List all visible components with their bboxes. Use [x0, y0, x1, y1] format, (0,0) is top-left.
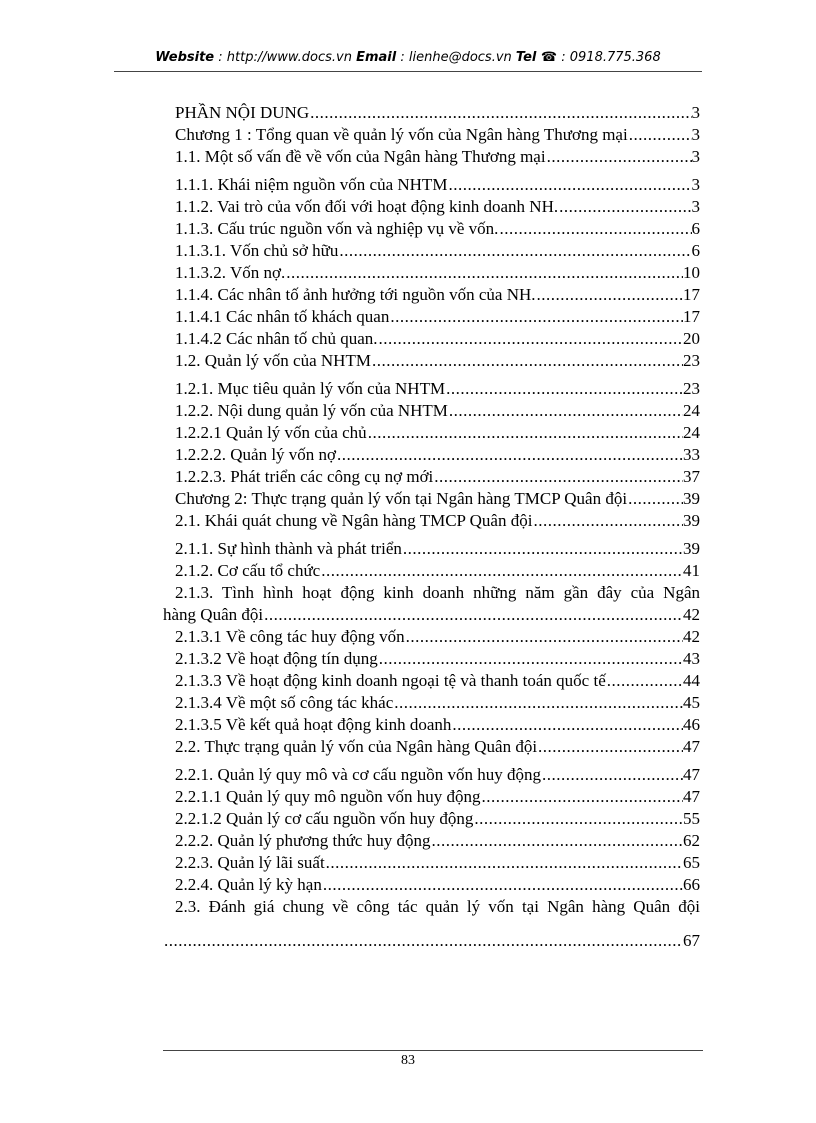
toc-leader-dots: [430, 830, 683, 852]
toc-page-number: 23: [683, 351, 700, 370]
email-label: Email: [356, 50, 397, 65]
toc-page-number: 6: [691, 241, 700, 260]
toc-page-number: 41: [683, 561, 700, 580]
toc-entry[interactable]: [163, 350, 700, 372]
toc-leader-dots: [371, 350, 683, 372]
toc-page-number: 42: [683, 627, 700, 646]
toc-page-number: 3: [691, 125, 700, 144]
toc-page-number: 47: [683, 787, 700, 806]
toc-page-number: 3: [691, 197, 700, 216]
toc-entry[interactable]: [163, 830, 700, 852]
toc-entry[interactable]: [163, 808, 700, 830]
toc-leader-dots: [338, 240, 691, 262]
toc-entry[interactable]: [163, 626, 700, 648]
toc-leader-dots: [389, 306, 683, 328]
toc-leader-dots: [378, 648, 683, 670]
toc-leader-dots: [309, 102, 691, 124]
toc-entry-title: 1.1.3.2. Vốn nợ.: [175, 263, 286, 282]
toc-leader-dots: [532, 510, 683, 532]
toc-entry[interactable]: [163, 604, 700, 626]
toc-leader-dots: [163, 930, 683, 952]
toc-page-number: 43: [683, 649, 700, 668]
toc-entry-title: 2.3. Đánh giá chung về công tác quản lý vốn tại Ngân hàng Quân đội: [175, 897, 700, 916]
toc-entry-title: 2.1.3.2 Về hoạt động tín dụng: [175, 649, 378, 668]
toc-entry[interactable]: [163, 466, 700, 488]
toc-entry[interactable]: [163, 328, 700, 350]
toc-entry-title: Chương 1 : Tổng quan về quản lý vốn của Ngân hàng Thương mại: [175, 125, 628, 144]
toc-leader-dots: [537, 736, 683, 758]
toc-page-number: 44: [683, 671, 700, 690]
toc-entry[interactable]: [163, 538, 700, 560]
toc-page-number: 20: [683, 329, 700, 348]
toc-leader-dots: [447, 174, 691, 196]
toc-entry-title: 2.2.1.1 Quản lý quy mô nguồn vốn huy động: [175, 787, 481, 806]
toc-entry[interactable]: [163, 124, 700, 146]
toc-leader-dots: [546, 146, 692, 168]
toc-page-number: 47: [683, 765, 700, 784]
toc-leader-dots: [433, 466, 683, 488]
toc-leader-dots: [378, 328, 683, 350]
toc-entry-title: 1.2. Quản lý vốn của NHTM: [175, 351, 371, 370]
toc-entry[interactable]: [163, 306, 700, 328]
toc-entry[interactable]: [163, 670, 700, 692]
toc-page-number: 3: [691, 175, 700, 194]
toc-entry[interactable]: [163, 764, 700, 786]
page-header: [0, 50, 816, 65]
toc-leader-dots: [481, 786, 683, 808]
toc-entry-title: 2.1.3.3 Về hoạt động kinh doanh ngoại tệ và thanh toán quốc tế: [175, 671, 606, 690]
toc-page-number: 66: [683, 875, 700, 894]
toc-entry[interactable]: [163, 874, 700, 896]
toc-page-number: 33: [683, 445, 700, 464]
toc-page-number: 47: [683, 737, 700, 756]
toc-page-number: 23: [683, 379, 700, 398]
toc-entry-title: 2.2.1.2 Quản lý cơ cấu nguồn vốn huy động: [175, 809, 474, 828]
toc-entry-title: 1.1.3.1. Vốn chủ sở hữu: [175, 241, 339, 260]
toc-leader-dots: [541, 764, 683, 786]
toc-entry-title: 1.1.4.2 Các nhân tố chủ quan.: [175, 329, 378, 348]
toc-leader-dots: [322, 874, 683, 896]
toc-entry[interactable]: [163, 196, 700, 218]
toc-leader-dots: [606, 670, 683, 692]
toc-leader-dots: [285, 262, 683, 284]
toc-page-number: 39: [683, 489, 700, 508]
toc-leader-dots: [536, 284, 683, 306]
toc-page-number: 46: [683, 715, 700, 734]
toc-entry[interactable]: [163, 692, 700, 714]
toc-entry-title: 2.1.3.5 Về kết quả hoạt động kinh doanh: [175, 715, 452, 734]
toc-entry-title: 1.1.1. Khái niệm nguồn vốn của NHTM: [175, 175, 448, 194]
toc-entry-title: 2.2. Thực trạng quản lý vốn của Ngân hàng Quân đội: [175, 737, 538, 756]
toc-leader-dots: [448, 400, 683, 422]
toc-entry[interactable]: [163, 582, 700, 604]
toc-page-number: 17: [683, 285, 700, 304]
toc-entry-title: 1.2.1. Mục tiêu quản lý vốn của NHTM: [175, 379, 446, 398]
toc-entry[interactable]: [163, 488, 700, 510]
toc-entry[interactable]: [163, 852, 700, 874]
toc-leader-dots: [627, 488, 683, 510]
toc-entry-title: 1.2.2. Nội dung quản lý vốn của NHTM: [175, 401, 448, 420]
toc-page-number: 45: [683, 693, 700, 712]
toc-entry-title: 2.1.3.4 Về một số công tác khác: [175, 693, 394, 712]
toc-page-number: 39: [683, 539, 700, 558]
toc-entry[interactable]: [163, 378, 700, 400]
toc-page-number: 3: [691, 147, 700, 166]
toc-entry-title: 1.2.2.2. Quản lý vốn nợ: [175, 445, 337, 464]
toc-entry-title: Chương 2: Thực trạng quản lý vốn tại Ngân hàng TMCP Quân đội: [175, 489, 628, 508]
toc-page-number: 65: [683, 853, 700, 872]
toc-leader-dots: [336, 444, 683, 466]
toc-entry[interactable]: [163, 786, 700, 808]
toc-page-number: 3: [691, 103, 700, 122]
toc-leader-dots: [405, 626, 683, 648]
toc-leader-dots: [558, 196, 691, 218]
toc-entry-title: PHẦN NỘI DUNG: [175, 103, 310, 122]
toc-page-number: 42: [683, 605, 700, 624]
toc-page-number: 39: [683, 511, 700, 530]
toc-leader-dots: [402, 538, 683, 560]
toc-entry[interactable]: [163, 736, 700, 758]
header-divider: [114, 71, 702, 72]
toc-entry-title: 2.2.2. Quản lý phương thức huy động: [175, 831, 431, 850]
toc-leader-dots: [367, 422, 683, 444]
toc-entry[interactable]: [163, 240, 700, 262]
toc-entry[interactable]: [163, 648, 700, 670]
toc-entry-title: 2.1.1. Sự hình thành và phát triển: [175, 539, 402, 558]
toc-entry[interactable]: [163, 400, 700, 422]
tel-label: Tel: [515, 50, 541, 65]
toc-entry[interactable]: [163, 102, 700, 124]
toc-entry-title: 1.2.2.1 Quản lý vốn của chủ: [175, 423, 367, 442]
toc-entry-title: 1.1.4.1 Các nhân tố khách quan: [175, 307, 390, 326]
toc-leader-dots: [451, 714, 683, 736]
toc-entry[interactable]: [163, 560, 700, 582]
toc-page-number: 24: [683, 423, 700, 442]
toc-entry-title: 2.1.3.1 Về công tác huy động vốn: [175, 627, 405, 646]
toc-leader-dots: [320, 560, 683, 582]
toc-entry[interactable]: [163, 930, 700, 952]
email-address[interactable]: : lienhe@docs.vn: [396, 50, 516, 65]
toc-leader-dots: [263, 604, 683, 626]
toc-entry[interactable]: [163, 510, 700, 532]
website-url[interactable]: : http://www.docs.vn: [214, 50, 357, 65]
toc-entry[interactable]: [163, 284, 700, 306]
toc-page-number: 24: [683, 401, 700, 420]
phone-icon: ☎: [540, 50, 558, 65]
toc-entry[interactable]: [163, 146, 700, 168]
toc-entry[interactable]: [163, 218, 700, 240]
toc-page-number: 62: [683, 831, 700, 850]
toc-entry-title: 1.1.4. Các nhân tố ảnh hưởng tới nguồn vốn của NH.: [175, 285, 536, 304]
page-number: 83: [401, 1053, 415, 1068]
toc-page-number: 10: [683, 263, 700, 282]
toc-leader-dots: [498, 218, 691, 240]
toc-leader-dots: [393, 692, 683, 714]
toc-entry[interactable]: [163, 422, 700, 444]
toc-entry-title: 1.1. Một số vấn đề về vốn của Ngân hàng Thương mại: [175, 147, 546, 166]
toc-page-number: 55: [683, 809, 700, 828]
toc-entry-title: 2.1.2. Cơ cấu tổ chức: [175, 561, 321, 580]
toc-entry-title: 2.1. Khái quát chung về Ngân hàng TMCP Quân đội: [175, 511, 533, 530]
toc-entry-title: 2.2.3. Quản lý lãi suất: [175, 853, 325, 872]
toc-entry-title: 2.2.1. Quản lý quy mô và cơ cấu nguồn vốn huy động: [175, 765, 541, 784]
toc-page-number: 37: [683, 467, 700, 486]
toc-entry-title: hàng Quân đội: [163, 605, 264, 624]
toc-entry[interactable]: [163, 174, 700, 196]
toc-leader-dots: [628, 124, 692, 146]
toc-entry[interactable]: [163, 896, 700, 918]
footer-divider: [163, 1050, 703, 1051]
toc-leader-dots: [473, 808, 683, 830]
toc-page-number: 6: [691, 219, 700, 238]
toc-entry-title: 2.2.4. Quản lý kỳ hạn: [175, 875, 322, 894]
toc-leader-dots: [445, 378, 683, 400]
toc-page-number: 17: [683, 307, 700, 326]
toc-entry-title: 2.1.3. Tình hình hoạt động kinh doanh những năm gần đây của Ngân: [175, 583, 700, 602]
toc-entry-title: 1.1.2. Vai trò của vốn đối với hoạt động kinh doanh NH.: [175, 197, 559, 216]
toc-entry-title: 1.2.2.3. Phát triển các công cụ nợ mới: [175, 467, 434, 486]
toc-entry[interactable]: [163, 444, 700, 466]
toc-page-number: 67: [683, 931, 700, 950]
tel-number: : 0918.775.368: [557, 50, 661, 65]
toc-leader-dots: [325, 852, 683, 874]
toc-entry[interactable]: [163, 262, 700, 284]
toc-entry[interactable]: [163, 714, 700, 736]
toc-entry-title: 1.1.3. Cấu trúc nguồn vốn và nghiệp vụ về vốn.: [175, 219, 499, 238]
website-label: Website: [155, 50, 215, 65]
